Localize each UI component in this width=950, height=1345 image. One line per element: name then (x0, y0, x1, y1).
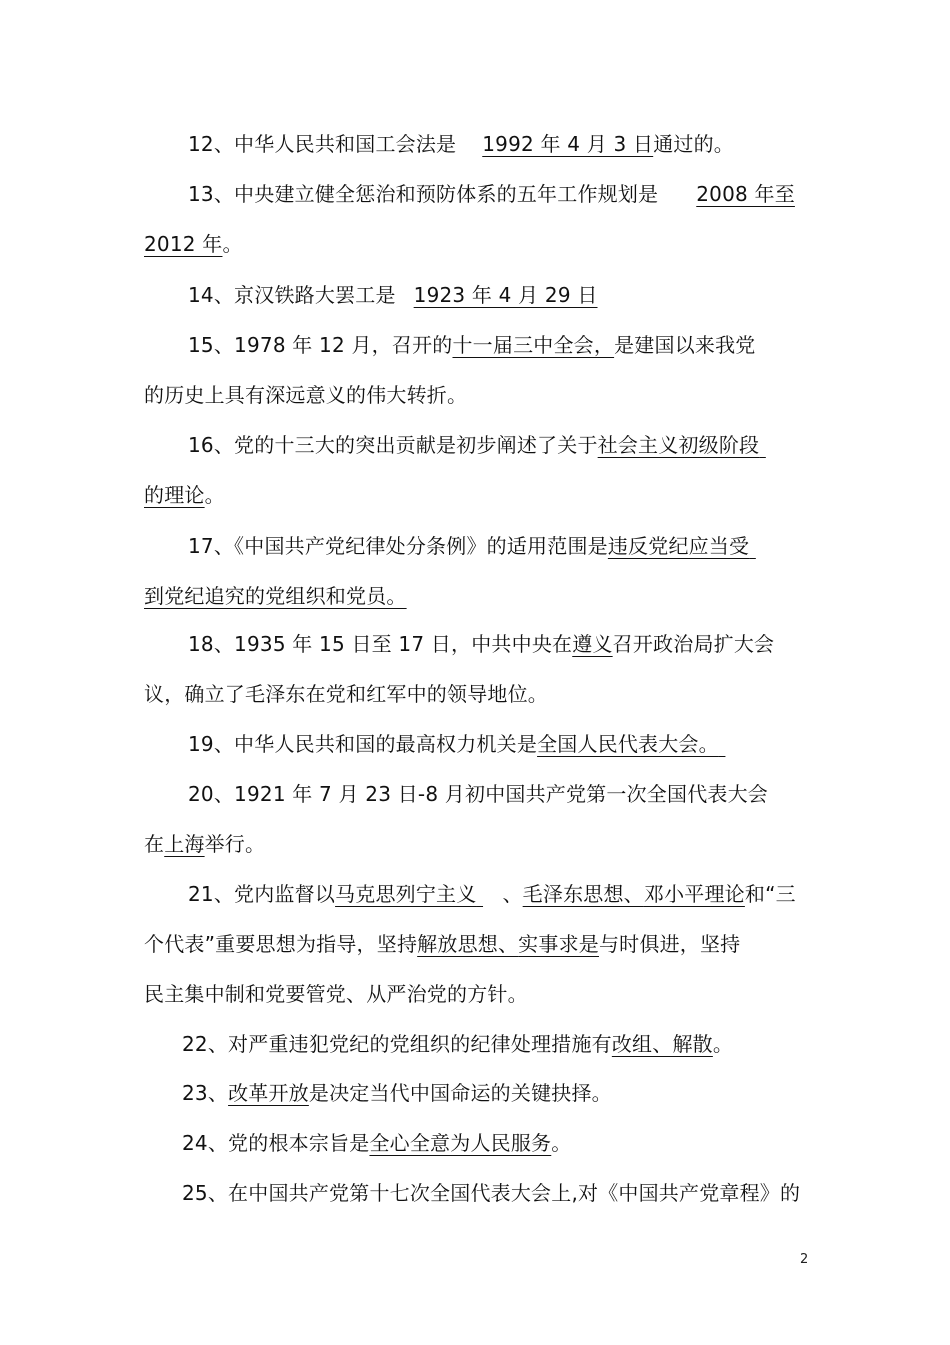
item-21-answer-5: 实事求是 (518, 932, 599, 956)
item-21-line-2-prefix: 个代表”重要思想为指导，坚持 (144, 932, 418, 956)
item-13 (188, 180, 795, 208)
item-19-underline-blank (719, 730, 729, 758)
item-15-prefix: 15、1978 年 12 月，召开的 (188, 333, 453, 357)
item-21-prefix: 21、党内监督以 (188, 882, 336, 906)
item-23 (182, 1079, 612, 1107)
item-16-answer-a: 社会主义初级阶段 (597, 433, 760, 457)
item-18-line-2 (144, 680, 548, 708)
item-16 (188, 431, 795, 459)
item-20-line-1-text: 20、1921 年 7 月 23 日-8 月初中国共产党第一次全国代表大会 (188, 782, 769, 806)
item-14 (188, 281, 598, 309)
item-23-prefix: 23、 (182, 1081, 229, 1105)
item-21-line-3-text: 民主集中制和党要管党、从严治党的方针。 (144, 982, 528, 1006)
item-18-line-2-text: 议，确立了毛泽东在党和红军中的领导地位。 (144, 682, 548, 706)
item-17-prefix: 17、《中国共产党纪律处分条例》的适用范围是 (188, 534, 608, 558)
item-20-line-2 (144, 830, 265, 858)
item-16-answer-b: 的理论 (144, 483, 205, 507)
item-18 (188, 630, 774, 658)
item-21-suffix: 和“三 (744, 882, 796, 906)
item-23-suffix: 是决定当代中国命运的关键抉择。 (308, 1081, 612, 1105)
item-12-prefix: 12、中华人民共和国工会法是 (188, 132, 457, 156)
item-21-answer-2: 毛泽东思想、 (522, 882, 644, 906)
item-16-underline-blank (759, 431, 795, 459)
item-24 (182, 1129, 571, 1157)
item-24-answer: 全心全意为人民服务 (369, 1131, 552, 1155)
item-17-underline-blank (749, 532, 785, 560)
item-15 (188, 331, 756, 359)
item-21-line-2-mid: 与时俱进，坚持 (598, 932, 741, 956)
item-21-separator: 、 (502, 882, 523, 906)
item-21-underline-blank (476, 880, 502, 908)
item-12-suffix: 通过的。 (653, 132, 734, 156)
item-17-answer-b: 到党纪追究的党组织和党员。 (144, 584, 407, 608)
item-20 (188, 780, 768, 808)
item-13-line-2 (144, 230, 243, 258)
item-18-answer: 遵义 (572, 632, 613, 656)
item-21-line-2 (144, 930, 740, 958)
item-22-suffix: 。 (712, 1032, 734, 1056)
item-19-prefix: 19、中华人民共和国的最高权力机关是 (188, 732, 538, 756)
item-15-suffix: 是建国以来我党 (614, 333, 756, 357)
item-23-answer: 改革开放 (228, 1081, 309, 1105)
item-16-suffix: 。 (204, 483, 225, 507)
item-24-prefix: 24、党的根本宗旨是 (182, 1131, 370, 1155)
item-21-answer-1: 马克思列宁主义 (335, 882, 477, 906)
item-21-answer-4: 解放思想、 (417, 932, 519, 956)
item-15-line-2-text: 的历史上具有深远意义的伟大转折。 (144, 383, 468, 407)
item-22-answer: 改组、解散 (611, 1032, 713, 1056)
item-19 (188, 730, 729, 758)
item-17 (188, 532, 785, 560)
item-22-prefix: 22、对严重违犯党纪的党组织的纪律处理措施有 (182, 1032, 612, 1056)
item-21 (188, 880, 796, 908)
item-15-answer: 十一届三中全会， (452, 333, 615, 357)
item-14-answer: 1923 年 4 月 29 日 (413, 283, 598, 307)
item-16-line-2 (144, 481, 225, 509)
item-20-answer: 上海 (164, 832, 205, 856)
item-21-line-3 (144, 980, 528, 1008)
item-12 (188, 130, 734, 158)
item-15-line-2 (144, 381, 467, 409)
item-20-suffix: 举行。 (204, 832, 266, 856)
item-17-line-2 (144, 582, 407, 610)
item-18-suffix: 召开政治局扩大会 (612, 632, 775, 656)
item-13-answer-a: 2008 年至 (696, 182, 795, 206)
page-number: 2 (800, 1252, 809, 1267)
item-22 (182, 1030, 733, 1058)
item-18-prefix: 18、1935 年 15 日至 17 日，中共中央在 (188, 632, 573, 656)
item-12-answer: 1992 年 4 月 3 日 (482, 132, 654, 156)
item-13-suffix: 。 (222, 232, 243, 256)
item-20-prefix: 在 (144, 832, 165, 856)
item-13-prefix: 13、中央建立健全惩治和预防体系的五年工作规划是 (188, 182, 659, 206)
item-25-line-1-text: 25、在中国共产党第十七次全国代表大会上,对《中国共产党章程》的 (182, 1181, 801, 1205)
item-13-answer-b: 2012 年 (144, 232, 223, 256)
item-16-prefix: 16、党的十三大的突出贡献是初步阐述了关于 (188, 433, 598, 457)
item-21-answer-3: 邓小平理论 (643, 882, 745, 906)
item-19-answer: 全国人民代表大会。 (537, 732, 719, 756)
item-24-suffix: 。 (551, 1131, 572, 1155)
item-17-answer-a: 违反党纪应当受 (607, 534, 750, 558)
item-14-prefix: 14、京汉铁路大罢工是 (188, 283, 396, 307)
item-25 (182, 1179, 800, 1207)
